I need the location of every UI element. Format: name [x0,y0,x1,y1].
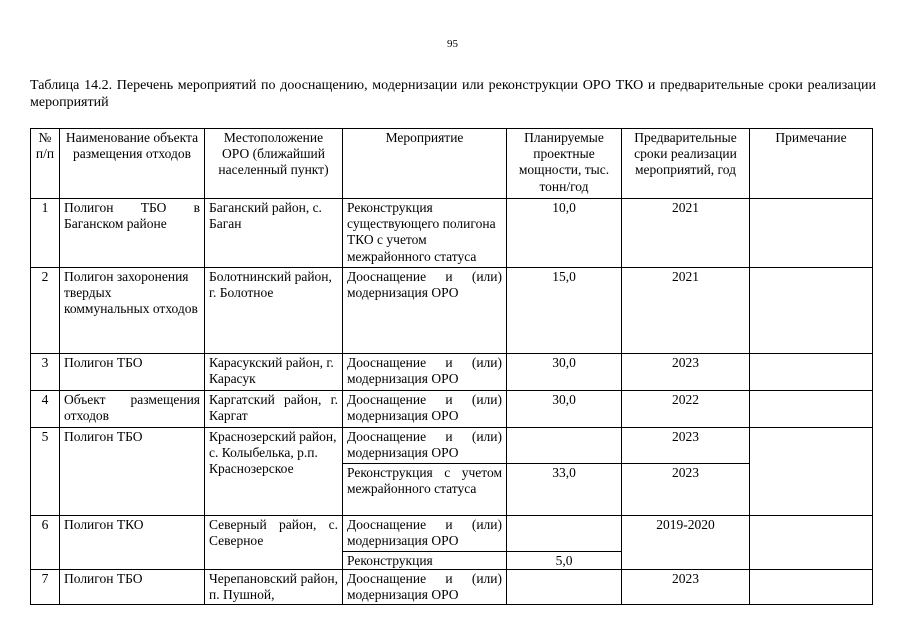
row-capacity: 30,0 [507,354,622,391]
row-terms: 2023 [622,464,750,516]
row-terms: 2023 [622,354,750,391]
page-number: 95 [447,38,458,50]
table-row [31,199,873,268]
header-capacity: Планируемые проектные мощности, тыс. тонн/год [507,129,622,199]
row-num: 2 [31,268,60,354]
row-location: Болотнинский район, г. Болотное [205,268,343,354]
row-name: Полигон ТКО [60,516,205,570]
row-name: Полигон ТБО в Баганском районе [60,199,205,268]
row-capacity: 10,0 [507,199,622,268]
row-capacity [507,428,622,464]
row-terms: 2023 [622,570,750,604]
row-capacity: 30,0 [507,391,622,428]
row-activity: Дооснащение и (или) модернизация ОРО [343,570,507,604]
row-activity: Дооснащение и (или) модернизация ОРО [343,268,507,354]
row-location: Баганский район, с. Баган [205,199,343,268]
row-name: Полигон захоронения твердых коммунальных отходов [60,268,205,354]
row-capacity [507,516,622,552]
header-note: Примечание [750,129,873,199]
row-location: Краснозерский район, с. Колыбелька, р.п. Краснозерское [205,428,343,516]
row-activity: Реконструкция с учетом межрайонного статуса [343,464,507,516]
row-terms: 2022 [622,391,750,428]
row-num: 7 [31,570,60,604]
row-terms: 2021 [622,199,750,268]
row-name: Полигон ТБО [60,354,205,391]
row-note [750,391,873,428]
row-note [750,354,873,391]
row-terms: 2021 [622,268,750,354]
header-num: № п/п [31,129,60,199]
row-name: Полигон ТБО [60,428,205,516]
table-row [31,354,873,391]
row-note [750,428,873,516]
row-terms: 2019-2020 [622,516,750,570]
header-row [31,129,873,199]
row-num: 1 [31,199,60,268]
row-note [750,199,873,268]
row-location: Черепановский район, п. Пушной, [205,570,343,604]
row-activity: Дооснащение и (или) модернизация ОРО [343,391,507,428]
header-location: Местоположение ОРО (ближайший населенный пункт) [205,129,343,199]
row-capacity: 5,0 [507,552,622,570]
row-name: Объект размещения отходов [60,391,205,428]
row-num: 5 [31,428,60,516]
header-activity: Мероприятие [343,129,507,199]
table-row [31,268,873,354]
measures-table [30,128,873,605]
table-row [31,428,873,464]
row-location: Северный район, с. Северное [205,516,343,570]
row-activity: Дооснащение и (или) модернизация ОРО [343,428,507,464]
row-location: Каргатский район, г. Каргат [205,391,343,428]
row-activity: Дооснащение и (или) модернизация ОРО [343,516,507,552]
header-terms: Предварительные сроки реализации мероприятий, год [622,129,750,199]
row-activity: Дооснащение и (или) модернизация ОРО [343,354,507,391]
header-name: Наименование объекта размещения отходов [60,129,205,199]
row-capacity: 33,0 [507,464,622,516]
table-row [31,391,873,428]
table-row [31,516,873,552]
row-capacity [507,570,622,604]
row-num: 3 [31,354,60,391]
row-activity: Реконструкция существующего полигона ТКО с учетом межрайонного статуса [343,199,507,268]
row-capacity: 15,0 [507,268,622,354]
row-name: Полигон ТБО [60,570,205,604]
row-note [750,268,873,354]
row-note [750,516,873,570]
table-caption: Таблица 14.2. Перечень мероприятий по дооснащению, модернизации или реконструкции ОРО ТКО и предварительные сроки реализации мероприятий [30,78,876,110]
row-num: 6 [31,516,60,570]
row-activity: Реконструкция [343,552,507,570]
row-note [750,570,873,604]
row-terms: 2023 [622,428,750,464]
table-row [31,570,873,604]
row-location: Карасукский район, г. Карасук [205,354,343,391]
row-num: 4 [31,391,60,428]
